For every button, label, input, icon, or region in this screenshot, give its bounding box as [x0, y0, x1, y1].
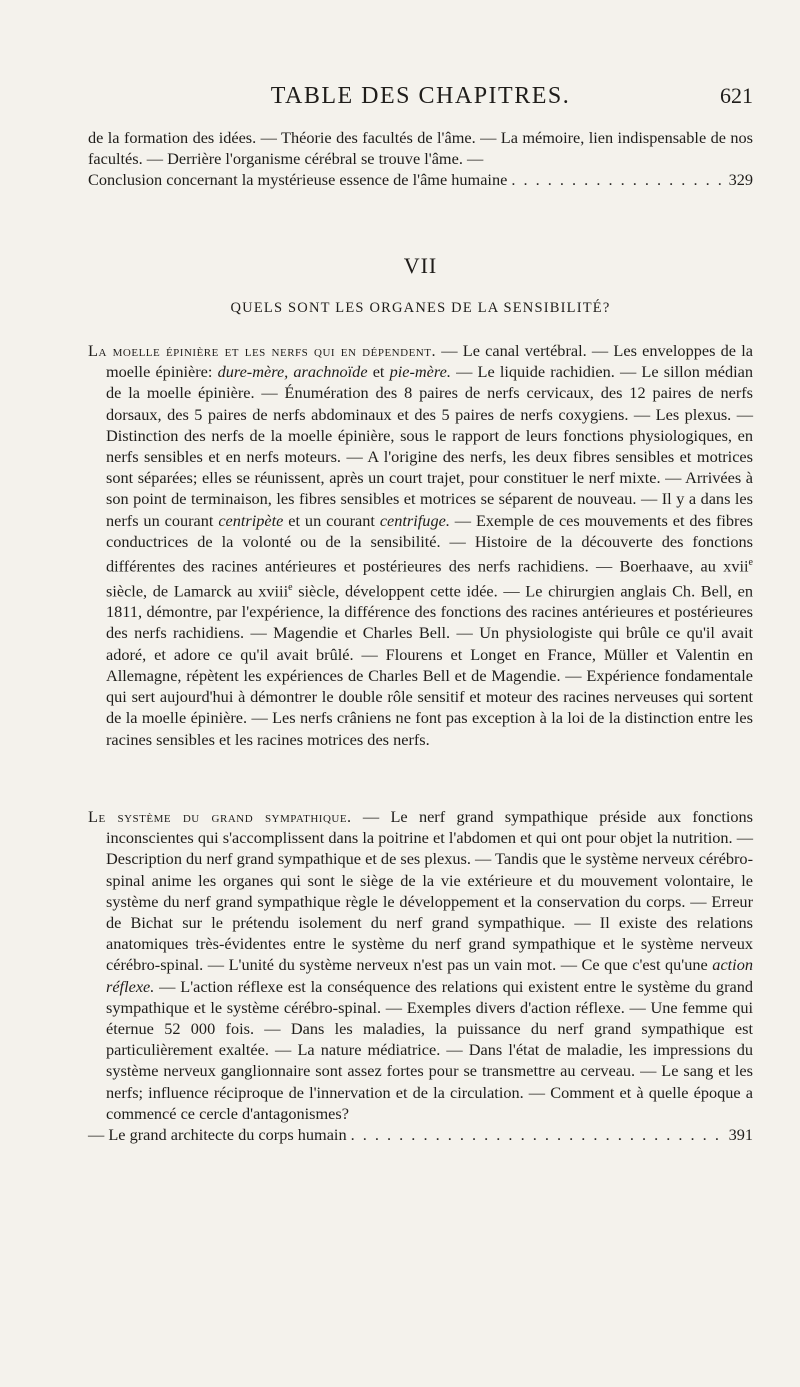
- intro-text: de la formation des idées. — Théorie des facultés de l'âme. — La mémoire, lien indispensable de nos facultés. — Derrière l'organisme cérébral se trouve l'âme. —: [88, 128, 753, 169]
- section-text: — Le nerf grand sympathique préside aux fonctions inconscientes qui s'accomplissent dans la poitrine et l'abdomen et qui ont pour objet la nutrition. — Description du nerf grand sympathique et de ses plexus. — Tandis que le système nerveux cérébro-spinal anime les organes qui sont le siège de la vie extérieure et du mouvement volontaire, le système du nerf grand sympathique règle le développement et la conservation du corps. — Erreur de Bichat sur le prétendu isolement du nerf grand sympathique. — Il existe des relations anatomiques très-évidentes entre le système du nerf grand sympathique et le système nerveux cérébro-spinal. — L'unité du système nerveux n'est pas un vain mot. — Ce que c'est qu'une: [106, 807, 753, 975]
- dot-leader: [351, 1124, 725, 1145]
- section-text: — Le canal vertébral. — Les enveloppes de la moelle épinière:: [106, 341, 753, 382]
- section-moelle-epiniere: [88, 340, 753, 750]
- section-paragraph: [88, 806, 753, 1124]
- toc-entry-text: — Le grand architecte du corps humain: [88, 1125, 347, 1145]
- page-header: [88, 80, 753, 112]
- section-text: siècle, développent cette idée. — Le chirurgien anglais Ch. Bell, en 1811, démontre, par l'expérience, la différence des fonctions des racines antérieures et postérieures des nerfs rachidiens. — Magendie et Charles Bell. — Un physiologiste qui brûle ce qu'il avait adoré, et adore ce qu'il avait brûlé. — Flourens et Longet en France, Müller et Valentin en Allemagne, répètent les expériences de Charles Bell et de Magendie. — Expérience fondamentale qui sert aujourd'hui à démontrer le double rôle sensitif et moteur des racines nerveuses qui sortent de la moelle épinière. — Les nerfs crâniens ne font pas exception à la loi de la distinction entre les racines sensibles et les racines motrices des nerfs.: [106, 581, 753, 749]
- chapter-number: VII: [403, 253, 438, 278]
- italic-term: dure-mère, arachnoïde: [217, 362, 368, 382]
- section-heading: La moelle épinière et les nerfs qui en dépendent.: [88, 341, 437, 360]
- chapter-title: QUELS SONT LES ORGANES DE LA SENSIBILITÉ?: [230, 300, 611, 316]
- toc-page-ref: 329: [728, 170, 753, 190]
- section-text: — Le liquide rachidien. — Le sillon médian de la moelle épinière. — Énumération des 8 paires de nerfs cervicaux, des 12 paires de nerfs dorsaux, des 5 paires de nerfs abdominaux et des 5 paires de nerfs coxygiens. — Les plexus. — Distinction des nerfs de la moelle épinière, sous le rapport de leurs fonctions physiologiques, en nerfs sensibles et en nerfs moteurs. — A l'origine des nerfs, les deux fibres sensibles et motrices sont séparées; elles se réunissent, après un court trajet, pour constituer le nerf mixte. — Arrivées à son point de terminaison, les fibres sensibles et motrices se séparent de nouveau. — Il y a dans les nerfs un courant: [106, 362, 754, 530]
- section-text: — Exemple de ces mouvements et des fibres conductrices de la volonté ou de la sensibilité. — Histoire de la découverte des fonctions différentes des racines antérieures et postérieures des nerfs rachidiens. — Boerhaave, au xvii: [106, 510, 754, 576]
- superscript: e: [288, 581, 293, 593]
- section-grand-sympathique: [88, 806, 753, 1145]
- toc-entry-391: [88, 1124, 753, 1145]
- section-text: — L'action réflexe est la conséquence des relations qui existent entre le système du grand sympathique et le système cérébro-spinal. — Exemples divers d'action réflexe. — Une femme qui éternue 52 000 fois. — Dans les maladies, la puissance du nerf grand sympathique est particulièrement exaltée. — La nature médiatrice. — Dans l'état de maladie, les impressions du système nerveux ganglionnaire sont assez fortes pour se transmettre au cerveau. — Le sang et les nerfs; influence réciproque de l'innervation et de la circulation. — Comment et à quelle époque a commencé ce cercle d'antagonismes?: [106, 976, 753, 1123]
- section-text: siècle, de Lamarck au xviii: [106, 581, 289, 601]
- page-number: 621: [720, 83, 753, 108]
- toc-entry-text: Conclusion concernant la mystérieuse essence de l'âme humaine: [88, 170, 508, 190]
- toc-page-ref: 391: [728, 1125, 753, 1145]
- italic-term: pie-mère.: [389, 362, 451, 382]
- intro-paragraph: [88, 127, 753, 191]
- dot-leader: [511, 169, 724, 190]
- section-paragraph: [88, 340, 753, 750]
- section-text: et: [367, 362, 390, 382]
- italic-term: action réflexe.: [106, 955, 753, 996]
- italic-term: centripète: [218, 510, 284, 530]
- section-heading: Le système du grand sympathique.: [88, 807, 352, 826]
- running-title: TABLE DES CHAPITRES.: [270, 83, 571, 109]
- italic-term: centrifuge.: [379, 510, 450, 530]
- superscript: e: [748, 557, 753, 569]
- toc-entry-329: [88, 169, 753, 190]
- section-text: et un courant: [283, 510, 380, 530]
